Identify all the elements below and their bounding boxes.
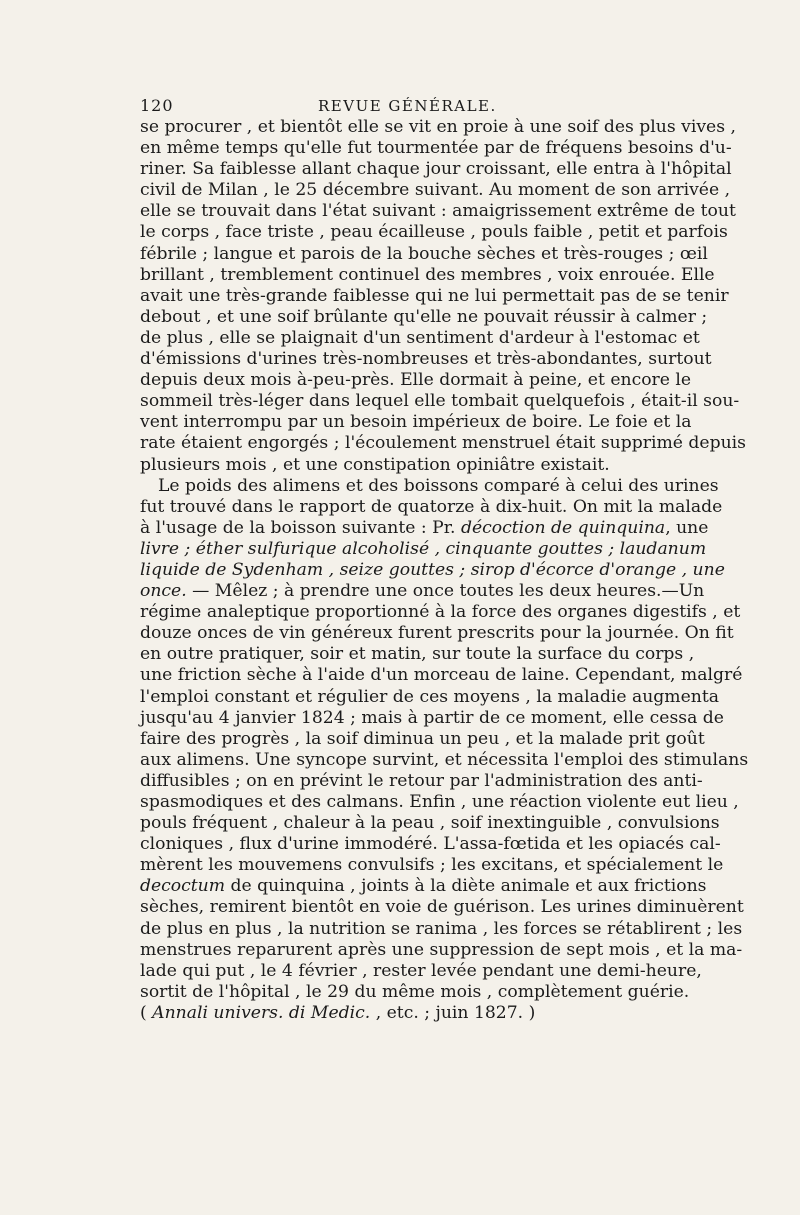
formula-italic: livre ; éther sulfurique alcoholisé , cinquante gouttes ; laudanum	[140, 538, 707, 559]
text-segment: , etc. ; juin 1827. )	[370, 1002, 536, 1023]
text-line: civil de Milan , le 25 décembre suivant. Au moment de son arrivée ,	[140, 180, 731, 201]
text-line: elle se trouvait dans l'état suivant : amaigrissement extrême de tout	[140, 201, 736, 222]
text-segment: à l'usage de la boisson suivante : Pr.	[140, 517, 461, 538]
text-line: aux alimens. Une syncope survint, et nécessita l'emploi des stimulans	[140, 749, 749, 770]
text-line: sèches, remirent bientôt en voie de guérison. Les urines diminuèrent	[140, 897, 744, 918]
text-line: pouls fréquent , chaleur à la peau , soif inextinguible , convulsions	[140, 813, 720, 834]
text-line: depuis deux mois à-peu-près. Elle dormait à peine, et encore le	[140, 370, 692, 391]
text-line: vent interrompu par un besoin impérieux de boire. Le foie et la	[140, 412, 692, 433]
text-line: de plus , elle se plaignait d'un sentiment d'ardeur à l'estomac et	[140, 327, 700, 348]
text-segment: (	[140, 1002, 153, 1023]
text-line: fut trouvé dans le rapport de quatorze à dix-huit. On mit la malade	[140, 496, 723, 517]
text-line: l'emploi constant et régulier de ces moyens , la maladie augmenta	[140, 686, 719, 707]
page-header	[140, 96, 666, 116]
body-text	[140, 117, 749, 1024]
text-segment: — Mêlez ; à prendre une once toutes les deux heures.—Un	[186, 581, 705, 602]
text-line: le corps , face triste , peau écailleuse , pouls faible , petit et parfois	[140, 222, 728, 243]
text-line: spasmodiques et des calmans. Enfin , une réaction violente eut lieu ,	[140, 792, 739, 812]
text-line: plusieurs mois , et une constipation opiniâtre existait.	[140, 454, 610, 475]
text-line: sommeil très-léger dans lequel elle tombait quelquefois , était-il sou-	[140, 391, 740, 412]
text-line: debout , et une soif brûlante qu'elle ne pouvait réussir à calmer ;	[140, 306, 708, 327]
running-title: REVUE GÉNÉRALE.	[318, 97, 497, 115]
text-line: menstrues reparurent après une suppression de sept mois , et la ma-	[140, 939, 743, 960]
text-line	[140, 517, 709, 539]
text-line	[140, 559, 725, 581]
text-line: se procurer , et bientôt elle se vit en proie à une soif des plus vives ,	[140, 117, 736, 137]
text-line: une friction sèche à l'aide d'un morceau de laine. Cependant, malgré	[140, 665, 743, 686]
text-segment: , une	[665, 517, 709, 538]
formula-italic: décoction de quinquina	[460, 517, 666, 538]
text-line: jusqu'au 4 janvier 1824 ; mais à partir de ce moment, elle cessa de	[140, 707, 724, 728]
text-line: cloniques , flux d'urine immodéré. L'assa-fœtida et les opiacés cal-	[140, 834, 721, 855]
text-line: lade qui put , le 4 février , rester levée pendant une demi-heure,	[140, 960, 702, 981]
formula-italic: once.	[140, 581, 187, 602]
source-italic: Annali univers. di Medic.	[152, 1002, 371, 1023]
text-line: rate étaient engorgés ; l'écoulement menstruel était supprimé depuis	[140, 433, 746, 454]
text-line: avait une très-grande faiblesse qui ne lui permettait pas de se tenir	[140, 285, 729, 306]
text-line: diffusibles ; on en prévint le retour par l'administration des anti-	[140, 770, 703, 791]
text-line: douze onces de vin généreux furent prescrits pour la journée. On fit	[140, 623, 734, 644]
page-number: 120	[140, 96, 174, 115]
text-line	[140, 538, 707, 560]
text-line: faire des progrès , la soif diminua un peu , et la malade prit goût	[140, 728, 705, 749]
formula-italic: liquide de Sydenham , seize gouttes ; sirop d'écorce d'orange , une	[140, 559, 725, 580]
text-line: fébrile ; langue et parois de la bouche sèches et très-rouges ; œil	[140, 243, 708, 264]
text-line: d'émissions d'urines très-nombreuses et très-abondantes, surtout	[140, 349, 712, 370]
text-line: brillant , tremblement continuel des membres , voix enrouée. Elle	[140, 264, 715, 285]
text-line	[140, 581, 705, 602]
text-line: mèrent les mouvemens convulsifs ; les excitans, et spécialement le	[140, 855, 724, 876]
text-line: riner. Sa faiblesse allant chaque jour croissant, elle entra à l'hôpital	[140, 159, 732, 180]
decoctum-italic: decoctum	[140, 876, 226, 897]
text-segment: de quinquina , joints à la diète animale et aux frictions	[225, 876, 707, 897]
text-line: Le poids des alimens et des boissons comparé à celui des urines	[158, 475, 719, 496]
text-line: en même temps qu'elle fut tourmentée par de fréquens besoins d'u-	[140, 138, 732, 159]
text-line: de plus en plus , la nutrition se ranima , les forces se rétablirent ; les	[140, 918, 743, 939]
source-citation	[140, 1003, 666, 1024]
text-line	[140, 876, 707, 897]
text-line: sortit de l'hôpital , le 29 du même mois , complètement guérie.	[140, 981, 690, 1002]
text-line: régime analeptique proportionné à la force des organes digestifs , et	[140, 602, 741, 623]
text-line: en outre pratiquer, soir et matin, sur toute la surface du corps ,	[140, 644, 695, 665]
